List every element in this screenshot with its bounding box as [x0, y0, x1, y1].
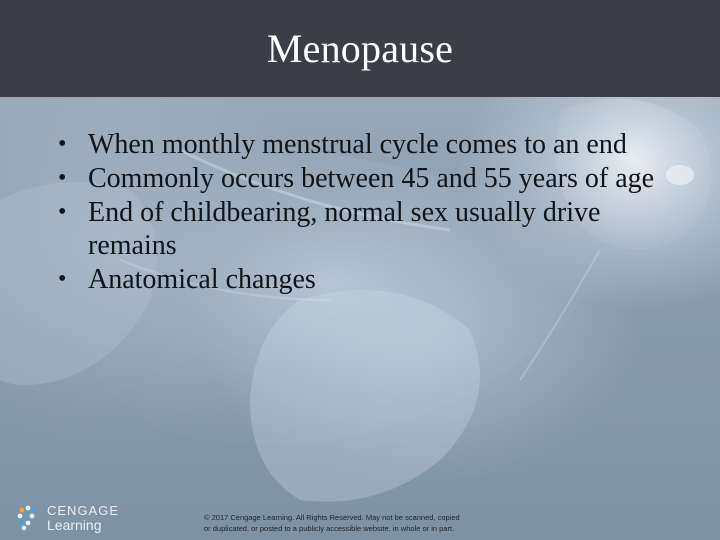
- logo-text-learning: Learning: [47, 517, 102, 533]
- bullet-marker: •: [58, 199, 67, 225]
- bullet-text: When monthly menstrual cycle comes to an end: [88, 129, 627, 160]
- bullet-marker: •: [58, 266, 67, 292]
- copyright-line: © 2017 Cengage Learning. All Rights Reserved. May not be scanned, copied: [204, 513, 460, 522]
- bullet-item: [56, 263, 666, 296]
- bullet-marker: •: [58, 165, 67, 191]
- bullet-text: Anatomical changes: [88, 264, 316, 295]
- title-bar: [0, 0, 720, 97]
- slide-title: Menopause: [266, 26, 454, 71]
- cengage-logo: [16, 502, 126, 536]
- logo-text-cengage: CENGAGE: [47, 503, 120, 518]
- bullet-text: End of childbearing, normal sex usually drive remains: [88, 197, 601, 261]
- bullet-marker: •: [58, 131, 67, 157]
- cengage-dots-logo-icon: [16, 504, 44, 534]
- copyright-notice: [204, 512, 544, 534]
- bullet-list: [56, 128, 666, 297]
- bullet-item: [56, 128, 666, 161]
- bullet-item: [56, 162, 666, 195]
- bullet-text: Commonly occurs between 45 and 55 years of age: [88, 163, 655, 194]
- copyright-line: or duplicated, or posted to a publicly accessible website, in whole or in part.: [204, 524, 455, 533]
- bullet-item: [56, 196, 666, 262]
